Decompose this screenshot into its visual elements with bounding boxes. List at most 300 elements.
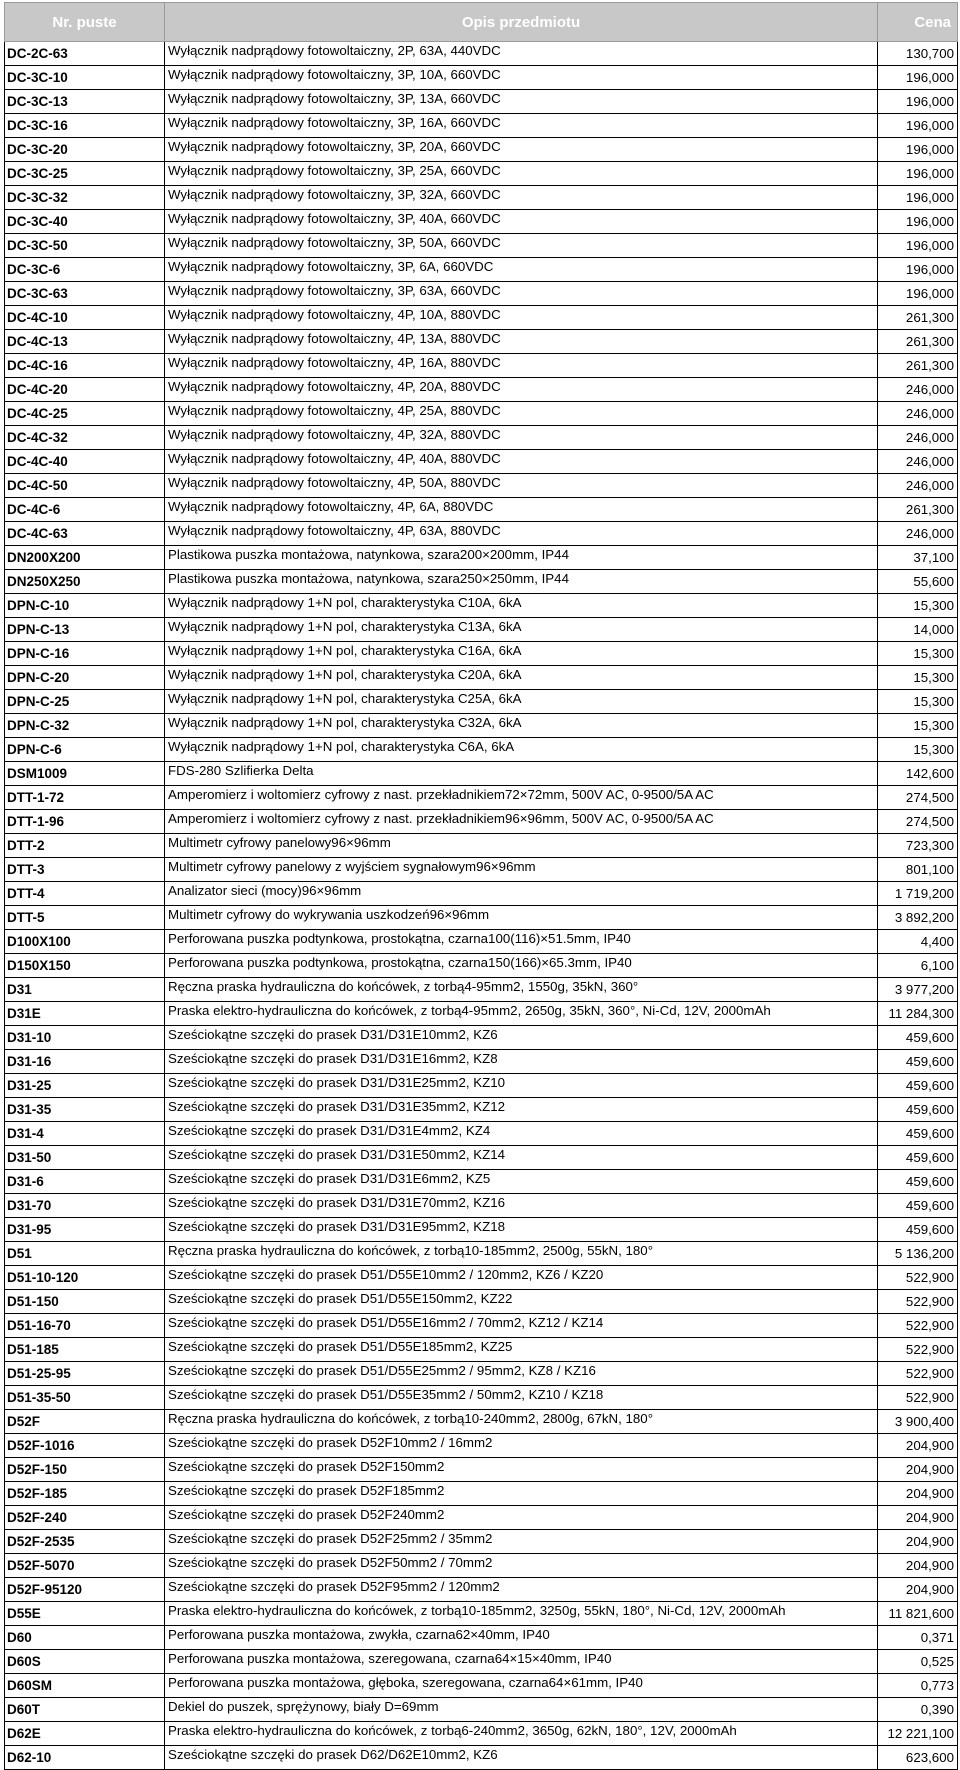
item-description: Sześciokątne szczęki do prasek D31/D31E10mm2, KZ6 [168,1027,498,1042]
item-price: 0,371 [878,1626,958,1650]
item-price: 204,900 [878,1578,958,1602]
table-row [5,1170,958,1194]
table-row [5,1050,958,1074]
item-description-cell [165,1074,878,1098]
item-price: 246,000 [878,426,958,450]
item-code: D51-25-95 [5,1362,165,1386]
item-description: Wyłącznik nadprądowy fotowoltaiczny, 4P, 25A, 880VDC [168,403,501,418]
item-code: D31-95 [5,1218,165,1242]
item-description: Perforowana puszka podtynkowa, prostokątna, czarna150(166)×65.3mm, IP40 [168,955,632,970]
item-code: D52F-2535 [5,1530,165,1554]
item-price: 130,700 [878,42,958,66]
item-description-cell [165,1482,878,1506]
item-code: DC-2C-63 [5,42,165,66]
item-description: Wyłącznik nadprądowy fotowoltaiczny, 4P, 6A, 880VDC [168,499,494,514]
item-price: 196,000 [878,90,958,114]
table-row [5,786,958,810]
item-price: 11 284,300 [878,1002,958,1026]
table-row [5,378,958,402]
item-description-cell [165,210,878,234]
item-description-cell [165,690,878,714]
item-description: Praska elektro-hydrauliczna do końcówek, z torbą4-95mm2, 2650g, 35kN, 360°, Ni-Cd, 12V, 2000mAh [168,1003,771,1018]
item-description-cell [165,426,878,450]
item-description: Wyłącznik nadprądowy 1+N pol, charakterystyka C10A, 6kA [168,595,522,610]
item-price: 11 821,600 [878,1602,958,1626]
table-row [5,642,958,666]
item-price: 459,600 [878,1026,958,1050]
item-code: DC-4C-10 [5,306,165,330]
item-description-cell [165,1266,878,1290]
item-price: 204,900 [878,1506,958,1530]
item-code: D31 [5,978,165,1002]
item-description: Sześciokątne szczęki do prasek D31/D31E35mm2, KZ12 [168,1099,506,1114]
table-row [5,1746,958,1770]
item-price: 196,000 [878,162,958,186]
item-description: Ręczna praska hydrauliczna do końcówek, z torbą10-185mm2, 2500g, 55kN, 180° [168,1243,654,1258]
item-description: Wyłącznik nadprądowy 1+N pol, charakterystyka C25A, 6kA [168,691,522,706]
item-price: 246,000 [878,450,958,474]
table-row [5,666,958,690]
item-price: 522,900 [878,1338,958,1362]
table-row [5,66,958,90]
item-code: D52F-95120 [5,1578,165,1602]
table-row [5,426,958,450]
item-price: 3 977,200 [878,978,958,1002]
table-row [5,498,958,522]
item-description: Multimetr cyfrowy panelowy96×96mm [168,835,391,850]
item-code: D31-70 [5,1194,165,1218]
item-price: 196,000 [878,138,958,162]
item-description: Perforowana puszka montażowa, zwykła, czarna62×40mm, IP40 [168,1627,550,1642]
item-price: 3 900,400 [878,1410,958,1434]
item-description-cell [165,1434,878,1458]
item-description: Plastikowa puszka montażowa, natynkowa, szara250×250mm, IP44 [168,571,569,586]
item-code: D52F-150 [5,1458,165,1482]
item-code: DC-3C-20 [5,138,165,162]
item-code: DTT-2 [5,834,165,858]
item-price: 459,600 [878,1170,958,1194]
item-code: D60SM [5,1674,165,1698]
item-description: Wyłącznik nadprądowy fotowoltaiczny, 4P, 13A, 880VDC [168,331,501,346]
item-description-cell [165,1098,878,1122]
item-price: 196,000 [878,258,958,282]
item-description-cell [165,234,878,258]
table-row [5,1410,958,1434]
table-row [5,1698,958,1722]
table-row [5,978,958,1002]
table-row [5,1362,958,1386]
header-price: Cena [878,3,958,42]
item-code: D60 [5,1626,165,1650]
item-description: Wyłącznik nadprądowy fotowoltaiczny, 4P, 16A, 880VDC [168,355,501,370]
item-code: D100X100 [5,930,165,954]
item-price: 4,400 [878,930,958,954]
item-code: DPN-C-20 [5,666,165,690]
item-code: D31-25 [5,1074,165,1098]
table-row [5,1650,958,1674]
item-description-cell [165,306,878,330]
item-description-cell [165,450,878,474]
item-description-cell [165,114,878,138]
item-price: 6,100 [878,954,958,978]
item-description-cell [165,1314,878,1338]
item-code: DTT-1-72 [5,786,165,810]
item-description: Wyłącznik nadprądowy fotowoltaiczny, 3P, 40A, 660VDC [168,211,501,226]
table-row [5,1098,958,1122]
table-row [5,354,958,378]
item-price: 459,600 [878,1218,958,1242]
item-price: 15,300 [878,738,958,762]
item-description: Wyłącznik nadprądowy fotowoltaiczny, 4P, 50A, 880VDC [168,475,501,490]
table-header [5,3,958,42]
item-price: 37,100 [878,546,958,570]
item-description: Sześciokątne szczęki do prasek D52F25mm2 / 35mm2 [168,1531,493,1546]
item-description-cell [165,1362,878,1386]
item-code: DPN-C-25 [5,690,165,714]
item-description: Wyłącznik nadprądowy fotowoltaiczny, 3P, 63A, 660VDC [168,283,501,298]
item-price: 204,900 [878,1434,958,1458]
item-code: D62-10 [5,1746,165,1770]
item-price: 204,900 [878,1482,958,1506]
table-row [5,1434,958,1458]
item-code: DC-4C-13 [5,330,165,354]
item-description: Sześciokątne szczęki do prasek D52F240mm2 [168,1507,445,1522]
item-price: 459,600 [878,1146,958,1170]
table-row [5,618,958,642]
item-price: 522,900 [878,1362,958,1386]
item-code: D51-185 [5,1338,165,1362]
table-row [5,1458,958,1482]
table-row [5,162,958,186]
table-row [5,1674,958,1698]
item-price: 204,900 [878,1458,958,1482]
table-row [5,810,958,834]
table-row [5,1554,958,1578]
item-description-cell [165,1170,878,1194]
item-code: DC-4C-50 [5,474,165,498]
table-row [5,1266,958,1290]
item-price: 261,300 [878,354,958,378]
item-price: 246,000 [878,522,958,546]
item-description: Sześciokątne szczęki do prasek D51/D55E35mm2 / 50mm2, KZ10 / KZ18 [168,1387,604,1402]
item-code: DC-3C-10 [5,66,165,90]
item-price: 196,000 [878,210,958,234]
table-row [5,1626,958,1650]
item-price: 1 719,200 [878,882,958,906]
item-price: 459,600 [878,1074,958,1098]
item-description-cell [165,1506,878,1530]
table-row [5,42,958,66]
table-row [5,1578,958,1602]
item-description: Wyłącznik nadprądowy 1+N pol, charakterystyka C16A, 6kA [168,643,522,658]
item-description: Wyłącznik nadprądowy 1+N pol, charakterystyka C13A, 6kA [168,619,522,634]
item-description: Sześciokątne szczęki do prasek D52F50mm2 / 70mm2 [168,1555,493,1570]
item-description: Ręczna praska hydrauliczna do końcówek, z torbą4-95mm2, 1550g, 35kN, 360° [168,979,639,994]
item-price: 204,900 [878,1530,958,1554]
item-code: DN250X250 [5,570,165,594]
item-price: 522,900 [878,1266,958,1290]
table-row [5,930,958,954]
item-description-cell [165,1602,878,1626]
item-description-cell [165,378,878,402]
item-price: 15,300 [878,666,958,690]
item-description-cell [165,1626,878,1650]
item-description: Wyłącznik nadprądowy fotowoltaiczny, 4P, 20A, 880VDC [168,379,501,394]
table-row [5,1002,958,1026]
item-description: Wyłącznik nadprądowy fotowoltaiczny, 3P, 16A, 660VDC [168,115,501,130]
item-price: 142,600 [878,762,958,786]
item-description-cell [165,42,878,66]
table-row [5,1722,958,1746]
item-description: Sześciokątne szczęki do prasek D51/D55E10mm2 / 120mm2, KZ6 / KZ20 [168,1267,604,1282]
table-row [5,882,958,906]
item-code: DPN-C-10 [5,594,165,618]
table-row [5,1074,958,1098]
item-price: 459,600 [878,1050,958,1074]
item-code: DC-3C-50 [5,234,165,258]
item-description-cell [165,1578,878,1602]
item-description-cell [165,1146,878,1170]
item-description-cell [165,930,878,954]
item-description: Sześciokątne szczęki do prasek D31/D31E16mm2, KZ8 [168,1051,498,1066]
item-description-cell [165,1290,878,1314]
item-description: Ręczna praska hydrauliczna do końcówek, z torbą10-240mm2, 2800g, 67kN, 180° [168,1411,654,1426]
item-description: Wyłącznik nadprądowy fotowoltaiczny, 4P, 40A, 880VDC [168,451,501,466]
item-description: Wyłącznik nadprądowy fotowoltaiczny, 2P, 63A, 440VDC [168,43,501,58]
item-code: D51-10-120 [5,1266,165,1290]
item-description: Sześciokątne szczęki do prasek D52F150mm2 [168,1459,445,1474]
item-description: Sześciokątne szczęki do prasek D31/D31E50mm2, KZ14 [168,1147,506,1162]
item-price: 246,000 [878,402,958,426]
item-description-cell [165,1554,878,1578]
item-price: 14,000 [878,618,958,642]
item-code: DC-4C-63 [5,522,165,546]
item-description: FDS-280 Szlifierka Delta [168,763,314,778]
item-description-cell [165,858,878,882]
item-description-cell [165,474,878,498]
table-row [5,690,958,714]
item-price: 15,300 [878,690,958,714]
item-description-cell [165,594,878,618]
item-price: 723,300 [878,834,958,858]
item-price: 261,300 [878,306,958,330]
item-description-cell [165,354,878,378]
item-description-cell [165,1386,878,1410]
item-description-cell [165,282,878,306]
item-description: Perforowana puszka montażowa, szeregowana, czarna64×15×40mm, IP40 [168,1651,612,1666]
table-row [5,402,958,426]
table-row [5,474,958,498]
item-code: DC-4C-40 [5,450,165,474]
item-code: D52F-240 [5,1506,165,1530]
item-code: DC-3C-6 [5,258,165,282]
table-row [5,858,958,882]
item-description-cell [165,1050,878,1074]
item-code: D31-50 [5,1146,165,1170]
item-description: Sześciokątne szczęki do prasek D52F95mm2 / 120mm2 [168,1579,500,1594]
item-description: Sześciokątne szczęki do prasek D31/D31E70mm2, KZ16 [168,1195,506,1210]
item-price: 196,000 [878,114,958,138]
item-description-cell [165,498,878,522]
item-description: Sześciokątne szczęki do prasek D31/D31E6mm2, KZ5 [168,1171,491,1186]
table-row [5,834,958,858]
item-price: 246,000 [878,378,958,402]
item-code: DTT-1-96 [5,810,165,834]
item-description-cell [165,162,878,186]
item-description-cell [165,1122,878,1146]
item-price: 15,300 [878,594,958,618]
item-description-cell [165,1674,878,1698]
item-code: DTT-4 [5,882,165,906]
item-description-cell [165,882,878,906]
table-row [5,90,958,114]
table-row [5,762,958,786]
item-code: DC-3C-63 [5,282,165,306]
item-description: Sześciokątne szczęki do prasek D51/D55E16mm2 / 70mm2, KZ12 / KZ14 [168,1315,604,1330]
item-description-cell [165,1722,878,1746]
item-description-cell [165,954,878,978]
item-description: Wyłącznik nadprądowy fotowoltaiczny, 3P, 6A, 660VDC [168,259,494,274]
table-row [5,1386,958,1410]
item-description-cell [165,1218,878,1242]
item-description: Sześciokątne szczęki do prasek D51/D55E25mm2 / 95mm2, KZ8 / KZ16 [168,1363,596,1378]
item-description-cell [165,1194,878,1218]
item-description: Sześciokątne szczęki do prasek D52F185mm2 [168,1483,445,1498]
item-description: Dekiel do puszek, sprężynowy, biały D=69mm [168,1699,439,1714]
item-price: 623,600 [878,1746,958,1770]
table-row [5,306,958,330]
table-row [5,138,958,162]
item-description-cell [165,546,878,570]
item-code: DPN-C-32 [5,714,165,738]
item-description: Wyłącznik nadprądowy fotowoltaiczny, 4P, 63A, 880VDC [168,523,501,538]
item-description: Sześciokątne szczęki do prasek D62/D62E10mm2, KZ6 [168,1747,498,1762]
item-description-cell [165,906,878,930]
table-row [5,1146,958,1170]
table-body [5,42,958,1770]
item-description-cell [165,1530,878,1554]
item-code: D51-35-50 [5,1386,165,1410]
table-row [5,570,958,594]
header-code: Nr. puste [5,3,165,42]
item-description-cell [165,1242,878,1266]
item-code: DC-3C-13 [5,90,165,114]
item-code: DPN-C-16 [5,642,165,666]
item-description-cell [165,1458,878,1482]
table-row [5,594,958,618]
item-code: DC-4C-6 [5,498,165,522]
item-price: 3 892,200 [878,906,958,930]
item-code: D31-6 [5,1170,165,1194]
table-row [5,210,958,234]
item-description: Wyłącznik nadprądowy 1+N pol, charakterystyka C20A, 6kA [168,667,522,682]
header-row [5,3,958,42]
item-code: D51-150 [5,1290,165,1314]
item-description: Wyłącznik nadprądowy fotowoltaiczny, 3P, 20A, 660VDC [168,139,501,154]
item-price: 274,500 [878,810,958,834]
item-price: 459,600 [878,1122,958,1146]
item-code: D51-16-70 [5,1314,165,1338]
item-code: D31E [5,1002,165,1026]
item-price: 15,300 [878,642,958,666]
item-code: DSM1009 [5,762,165,786]
item-price: 246,000 [878,474,958,498]
item-description: Multimetr cyfrowy panelowy z wyjściem sygnałowym96×96mm [168,859,536,874]
item-description: Perforowana puszka podtynkowa, prostokątna, czarna100(116)×51.5mm, IP40 [168,931,631,946]
table-row [5,522,958,546]
item-price: 196,000 [878,282,958,306]
item-description: Sześciokątne szczęki do prasek D31/D31E25mm2, KZ10 [168,1075,506,1090]
item-description: Sześciokątne szczęki do prasek D31/D31E4mm2, KZ4 [168,1123,491,1138]
item-code: DPN-C-13 [5,618,165,642]
item-code: DTT-3 [5,858,165,882]
item-price: 261,300 [878,498,958,522]
table-row [5,282,958,306]
item-price: 196,000 [878,186,958,210]
item-description: Plastikowa puszka montażowa, natynkowa, szara200×200mm, IP44 [168,547,569,562]
item-price: 522,900 [878,1386,958,1410]
table-row [5,1314,958,1338]
table-row [5,546,958,570]
item-code: D150X150 [5,954,165,978]
item-description: Wyłącznik nadprądowy 1+N pol, charakterystyka C32A, 6kA [168,715,522,730]
item-code: DC-3C-32 [5,186,165,210]
item-description: Multimetr cyfrowy do wykrywania uszkodzeń96×96mm [168,907,490,922]
item-description: Amperomierz i woltomierz cyfrowy z nast. przekładnikiem72×72mm, 500V AC, 0-9500/5A AC [168,787,714,802]
table-row [5,1506,958,1530]
item-description: Sześciokątne szczęki do prasek D51/D55E150mm2, KZ22 [168,1291,513,1306]
item-code: DC-4C-25 [5,402,165,426]
table-row [5,1218,958,1242]
table-row [5,1338,958,1362]
item-price: 261,300 [878,330,958,354]
table-row [5,1530,958,1554]
item-description-cell [165,738,878,762]
table-row [5,1482,958,1506]
table-row [5,1242,958,1266]
item-price: 459,600 [878,1194,958,1218]
item-description-cell [165,402,878,426]
item-price: 522,900 [878,1290,958,1314]
item-description-cell [165,1746,878,1770]
item-description: Praska elektro-hydrauliczna do końcówek, z torbą6-240mm2, 3650g, 62kN, 180°, 12V, 2000mAh [168,1723,737,1738]
item-code: D55E [5,1602,165,1626]
item-code: DC-3C-40 [5,210,165,234]
item-price: 274,500 [878,786,958,810]
item-description-cell [165,1002,878,1026]
item-description: Wyłącznik nadprądowy fotowoltaiczny, 4P, 10A, 880VDC [168,307,501,322]
item-price: 0,390 [878,1698,958,1722]
item-price: 196,000 [878,66,958,90]
table-row [5,1122,958,1146]
table-row [5,450,958,474]
item-code: D62E [5,1722,165,1746]
item-price: 12 221,100 [878,1722,958,1746]
item-price: 196,000 [878,234,958,258]
item-price: 204,900 [878,1554,958,1578]
item-description: Wyłącznik nadprądowy fotowoltaiczny, 4P, 32A, 880VDC [168,427,501,442]
item-code: DC-4C-32 [5,426,165,450]
item-description: Analizator sieci (mocy)96×96mm [168,883,362,898]
item-description: Sześciokątne szczęki do prasek D51/D55E185mm2, KZ25 [168,1339,513,1354]
item-code: DTT-5 [5,906,165,930]
table-row [5,258,958,282]
item-description-cell [165,714,878,738]
table-row [5,186,958,210]
item-price: 0,525 [878,1650,958,1674]
table-row [5,954,958,978]
item-code: DPN-C-6 [5,738,165,762]
